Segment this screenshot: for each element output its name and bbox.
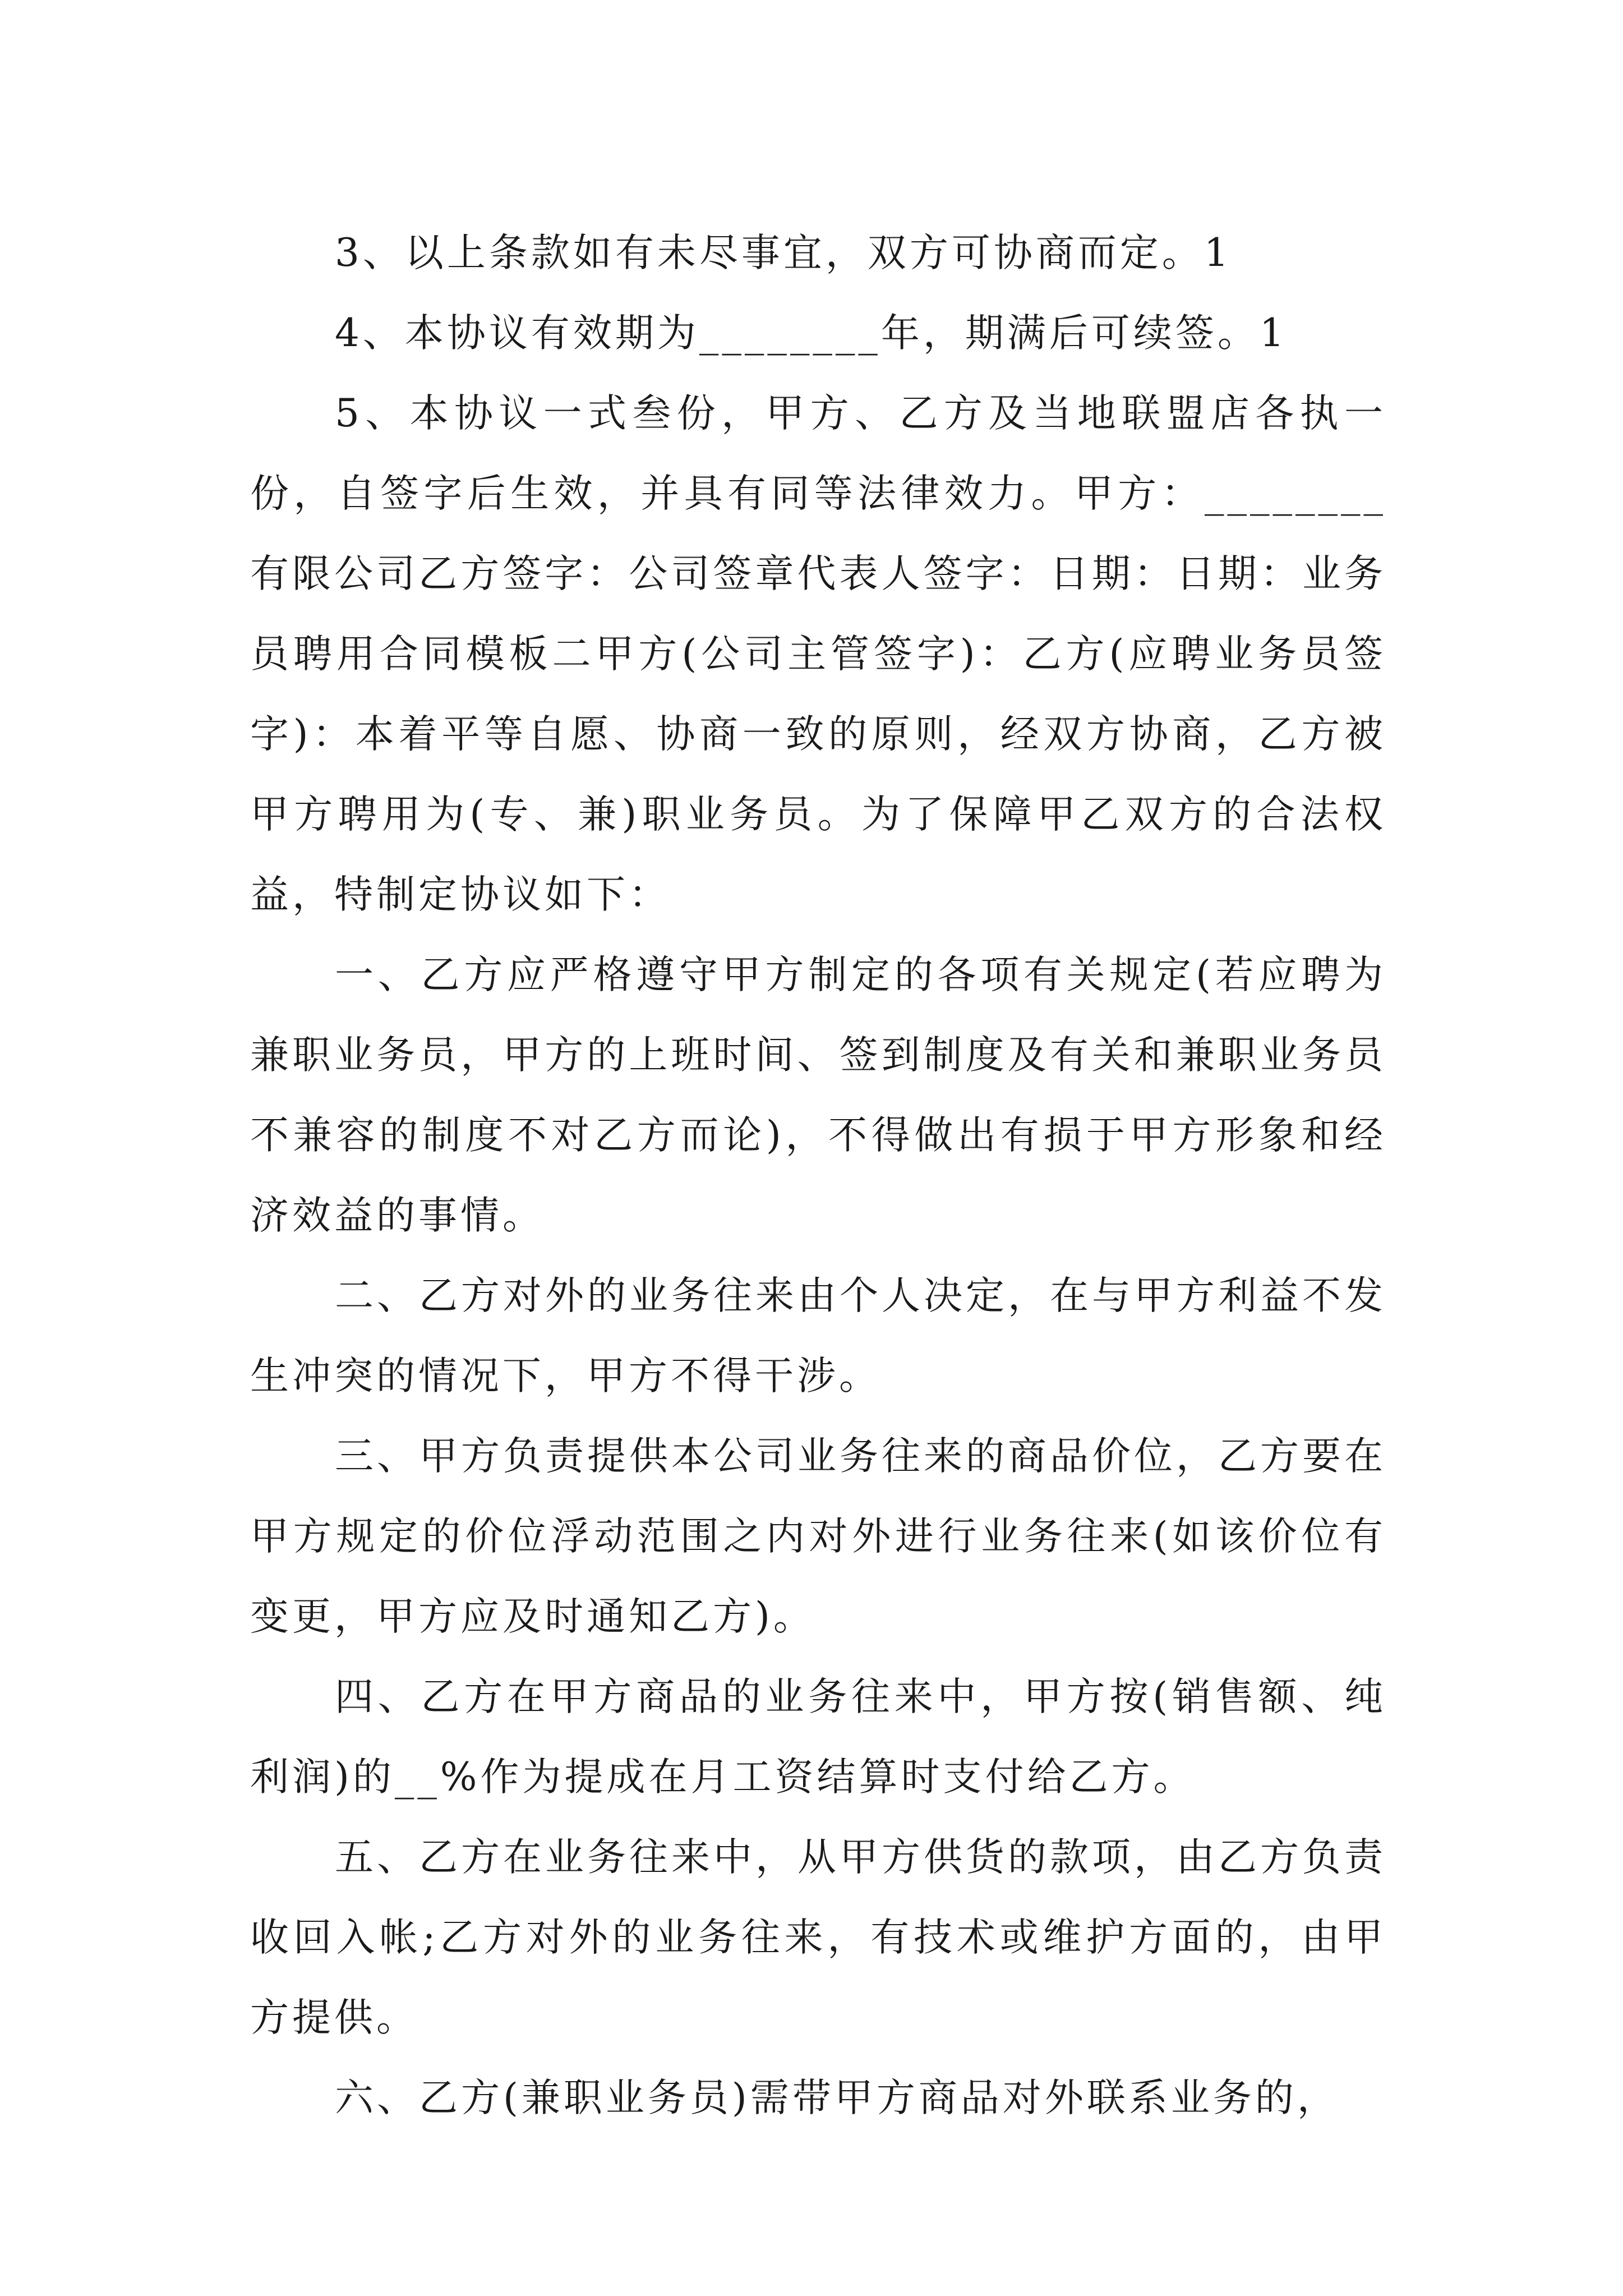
article-1-paragraph: 一、乙方应严格遵守甲方制定的各项有关规定(若应聘为兼职业务员，甲方的上班时间、签到制度及有关和兼职业务员不兼容的制度不对乙方而论)，不得做出有损于甲方形象和经济效益的事情。 [250,953,1386,1238]
article-6-paragraph: 六、乙方(兼职业务员)需带甲方商品对外联系业务的， [335,2076,1339,2120]
article-4-paragraph: 四、乙方在甲方商品的业务往来中，甲方按(销售额、纯利润)的__%作为提成在月工资结算时支付给乙方。 [250,1674,1386,1800]
clause-5-paragraph: 5、本协议一式叁份，甲方、乙方及当地联盟店各执一份，自签字后生效，并具有同等法律效力。甲方：________有限公司乙方签字：公司签章代表人签字：日期：日期：业务员聘用合同模板二甲方(公司主管签字)：乙方(应聘业务员签字)：本着平等自愿、协商一致的原则，经双方协商，乙方被甲方聘用为(专、兼)职业务员。为了保障甲乙双方的合法权益，特制定协议如下： [250,391,1386,917]
article-2-paragraph: 二、乙方对外的业务往来由个人决定，在与甲方利益不发生冲突的情况下，甲方不得干涉。 [250,1273,1386,1398]
clause-4-paragraph: 4、本协议有效期为________年，期满后可续签。1 [335,311,1288,356]
document-body [250,213,1386,2138]
article-5-paragraph: 五、乙方在业务往来中，从甲方供货的款项，由乙方负责收回入帐;乙方对外的业务往来，有技术或维护方面的，由甲方提供。 [250,1835,1386,2040]
clause-3-paragraph: 3、以上条款如有未尽事宜，双方可协商而定。1 [335,231,1232,275]
article-3-paragraph: 三、甲方负责提供本公司业务往来的商品价位，乙方要在甲方规定的价位浮动范围之内对外进行业务往来(如该价位有变更，甲方应及时通知乙方)。 [250,1434,1386,1639]
